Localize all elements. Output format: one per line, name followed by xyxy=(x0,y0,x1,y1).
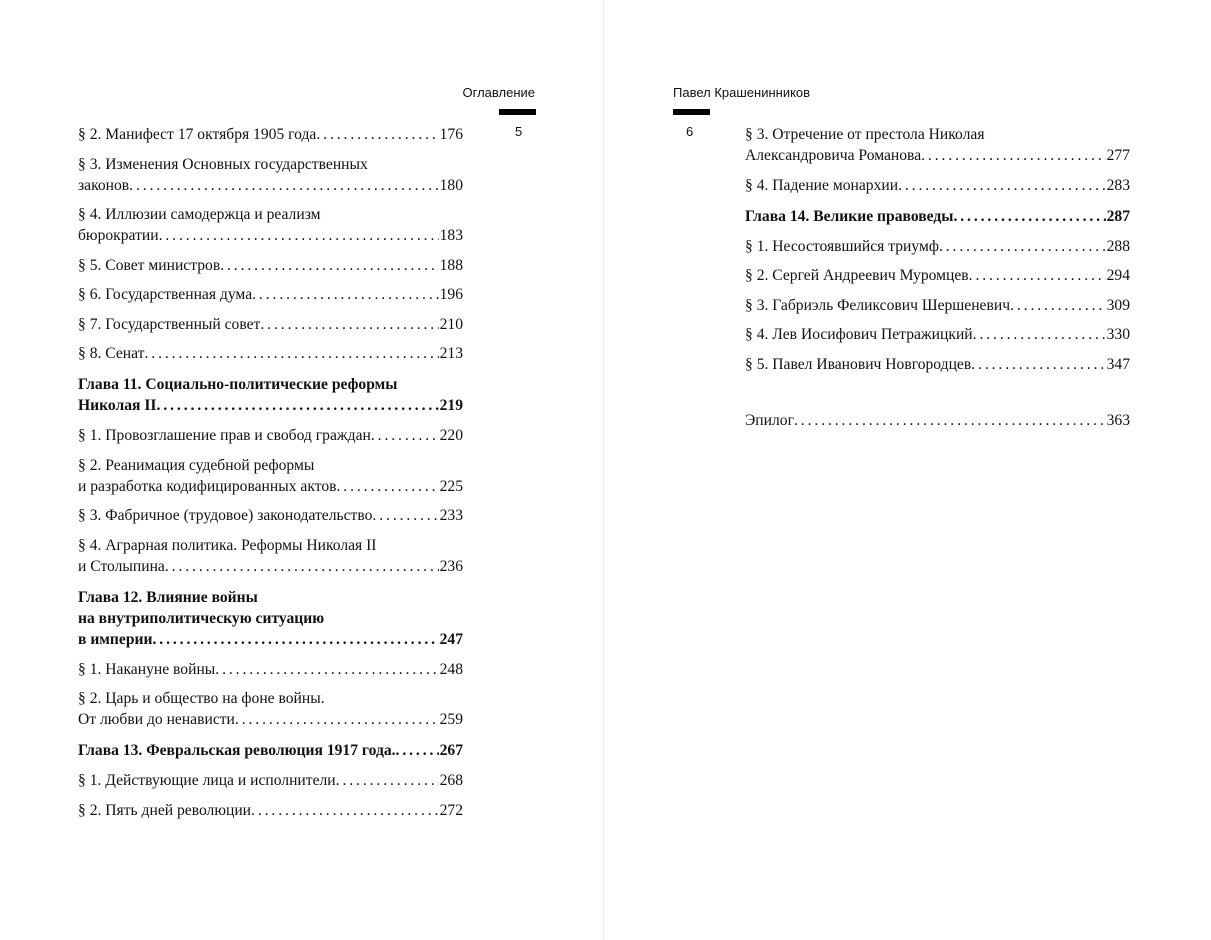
toc-entry-title-line: Глава 13. Февральская революция 1917 года. xyxy=(78,742,396,759)
dot-leader xyxy=(336,770,439,791)
toc-page-number: 183 xyxy=(439,227,463,244)
dot-leader xyxy=(144,343,438,364)
dot-leader xyxy=(152,629,438,650)
toc-entry-title-line: § 4. Падение монархии xyxy=(745,176,899,194)
toc-entry-title-line: § 4. Иллюзии самодержца и реализм xyxy=(78,206,321,223)
toc-section-entry xyxy=(78,659,463,680)
toc-page-number: 210 xyxy=(439,315,463,333)
running-head-bar-left xyxy=(499,109,536,115)
toc-page-number: 330 xyxy=(1106,326,1130,343)
toc-section-entry xyxy=(78,204,463,246)
dot-leader xyxy=(165,556,439,577)
dot-leader xyxy=(973,324,1106,345)
dot-leader xyxy=(336,476,438,497)
toc-section-entry xyxy=(78,284,463,305)
dot-leader xyxy=(794,410,1106,431)
toc-entry-title-line: § 1. Провозглашение прав и свобод граждан xyxy=(78,427,371,444)
toc-chapter-entry xyxy=(78,374,463,416)
dot-leader xyxy=(1010,295,1106,316)
running-head-left: Оглавление xyxy=(462,85,535,100)
toc-page-number: 233 xyxy=(439,507,463,524)
dot-leader xyxy=(971,354,1105,375)
toc-section-entry xyxy=(78,425,463,446)
left-page xyxy=(0,0,603,940)
toc-chapter-entry xyxy=(78,587,463,650)
toc-page-number: 213 xyxy=(439,345,463,362)
toc-entry-title-line: § 2. Пять дней революции xyxy=(78,801,252,819)
toc-page-number: 220 xyxy=(439,427,463,444)
running-head-right: Павел Крашенинников xyxy=(673,85,811,100)
toc-entry-title-line: § 4. Аграрная политика. Реформы Николая II xyxy=(78,536,377,554)
dot-leader xyxy=(372,505,438,526)
toc-section-entry xyxy=(78,343,463,364)
toc-entry-title-line: § 5. Павел Иванович Новгородцев xyxy=(745,355,972,373)
toc-entry-title-line: и Столыпина xyxy=(78,557,165,575)
dot-leader xyxy=(235,709,439,730)
toc-section-entry xyxy=(745,265,1130,286)
table-of-contents-right xyxy=(745,124,1130,431)
toc-page-number: 188 xyxy=(439,256,463,274)
toc-entry-title-line: Глава 12. Влияние войны xyxy=(78,588,258,606)
toc-entry-title-line: § 3. Фабричное (трудовое) законодательство xyxy=(78,507,373,524)
toc-section-entry xyxy=(78,505,463,526)
toc-page-number: 287 xyxy=(1106,207,1130,225)
toc-section-entry xyxy=(78,688,463,730)
dot-leader xyxy=(953,206,1105,227)
toc-page-number: 267 xyxy=(439,742,463,759)
toc-entry-title-line: От любви до ненависти xyxy=(78,711,235,728)
toc-page-number: 259 xyxy=(439,711,463,728)
toc-entry-title-line: § 4. Лев Иосифович Петражицкий xyxy=(745,326,973,343)
toc-page-number: 236 xyxy=(439,557,463,575)
toc-entry-title-line: § 1. Действующие лица и исполнители xyxy=(78,772,336,789)
toc-page-number: 277 xyxy=(1106,147,1130,164)
toc-page-number: 180 xyxy=(439,176,463,194)
toc-section-entry xyxy=(745,324,1130,345)
dot-leader xyxy=(371,425,439,446)
toc-section-entry xyxy=(745,175,1130,196)
toc-entry-title-line: § 8. Сенат xyxy=(78,345,145,362)
toc-entry-title-line: § 5. Совет министров xyxy=(78,256,221,274)
toc-entry-title-line: Глава 11. Социально-политические реформы xyxy=(78,376,398,393)
toc-entry-title-line: § 3. Отречение от престола Николая xyxy=(745,126,985,143)
page-number-right: 6 xyxy=(686,124,694,139)
toc-entry-title-line: § 2. Сергей Андреевич Муромцев xyxy=(745,267,969,284)
dot-leader xyxy=(396,740,439,761)
dot-leader xyxy=(921,145,1105,166)
toc-page-number: 363 xyxy=(1106,411,1130,429)
toc-section-entry xyxy=(78,314,463,335)
dot-leader xyxy=(939,236,1106,257)
toc-entry-title-line: Эпилог xyxy=(745,411,794,429)
toc-entry-title-line: Николая II xyxy=(78,397,157,414)
toc-page-number: 248 xyxy=(439,660,463,678)
toc-entry-title-line: § 1. Накануне войны xyxy=(78,660,216,678)
toc-page-number: 288 xyxy=(1106,237,1130,255)
dot-leader xyxy=(898,175,1106,196)
dot-leader xyxy=(251,800,439,821)
toc-page-number: 196 xyxy=(439,286,463,303)
toc-section-entry xyxy=(78,535,463,577)
toc-entry-title-line: § 7. Государственный совет xyxy=(78,315,261,333)
toc-epilog-entry xyxy=(745,410,1130,431)
toc-page-number: 176 xyxy=(439,126,463,143)
toc-chapter-entry xyxy=(745,206,1130,227)
dot-leader xyxy=(129,175,438,196)
toc-entry-title-line: § 3. Изменения Основных государственных xyxy=(78,155,368,173)
toc-entry-title-line: § 2. Царь и общество на фоне войны. xyxy=(78,690,325,707)
toc-entry-title-line: § 2. Манифест 17 октября 1905 года xyxy=(78,126,317,143)
toc-page-number: 219 xyxy=(439,397,463,414)
toc-entry-title-line: § 2. Реанимация судебной реформы xyxy=(78,456,315,474)
toc-section-entry xyxy=(78,154,463,196)
toc-chapter-entry xyxy=(78,740,463,761)
dot-leader xyxy=(316,124,438,145)
toc-page-number: 272 xyxy=(439,801,463,819)
page-number-left: 5 xyxy=(515,124,523,139)
toc-entry-title-line: § 3. Габриэль Феликсович Шершеневич xyxy=(745,296,1011,314)
toc-section-entry xyxy=(78,455,463,497)
toc-section-entry xyxy=(78,255,463,276)
table-of-contents-left xyxy=(78,124,463,829)
toc-section-entry xyxy=(745,354,1130,375)
toc-section-entry xyxy=(745,124,1130,166)
right-page xyxy=(604,0,1211,940)
toc-entry-title-line: Александровича Романова xyxy=(745,147,922,164)
dot-leader xyxy=(157,395,439,416)
toc-page-number: 347 xyxy=(1106,355,1130,373)
toc-section-entry xyxy=(745,236,1130,257)
toc-section-entry xyxy=(78,770,463,791)
toc-entry-title-line: Глава 14. Великие правоведы xyxy=(745,207,954,225)
toc-section-entry xyxy=(745,295,1130,316)
dot-leader xyxy=(159,225,439,246)
running-head-bar-right xyxy=(673,109,710,115)
toc-page-number: 309 xyxy=(1106,296,1130,314)
toc-page-number: 268 xyxy=(439,772,463,789)
dot-leader xyxy=(252,284,438,305)
toc-entry-title-line: § 6. Государственная дума xyxy=(78,286,253,303)
toc-entry-title-line: в империи xyxy=(78,630,153,648)
toc-entry-title-line: § 1. Несостоявшийся триумф xyxy=(745,237,939,255)
toc-entry-title-line: на внутриполитическую ситуацию xyxy=(78,609,325,627)
toc-section-entry xyxy=(78,800,463,821)
dot-leader xyxy=(969,265,1106,286)
toc-entry-title-line: законов xyxy=(78,176,130,194)
dot-leader xyxy=(260,314,438,335)
dot-leader xyxy=(220,255,438,276)
toc-section-entry xyxy=(78,124,463,145)
toc-entry-title-line: бюрократии xyxy=(78,227,159,244)
toc-page-number: 247 xyxy=(439,630,463,648)
dot-leader xyxy=(215,659,438,680)
toc-page-number: 225 xyxy=(439,477,463,495)
toc-entry-title-line: и разработка кодифицированных актов xyxy=(78,477,337,495)
toc-page-number: 283 xyxy=(1106,176,1130,194)
toc-page-number: 294 xyxy=(1106,267,1130,284)
